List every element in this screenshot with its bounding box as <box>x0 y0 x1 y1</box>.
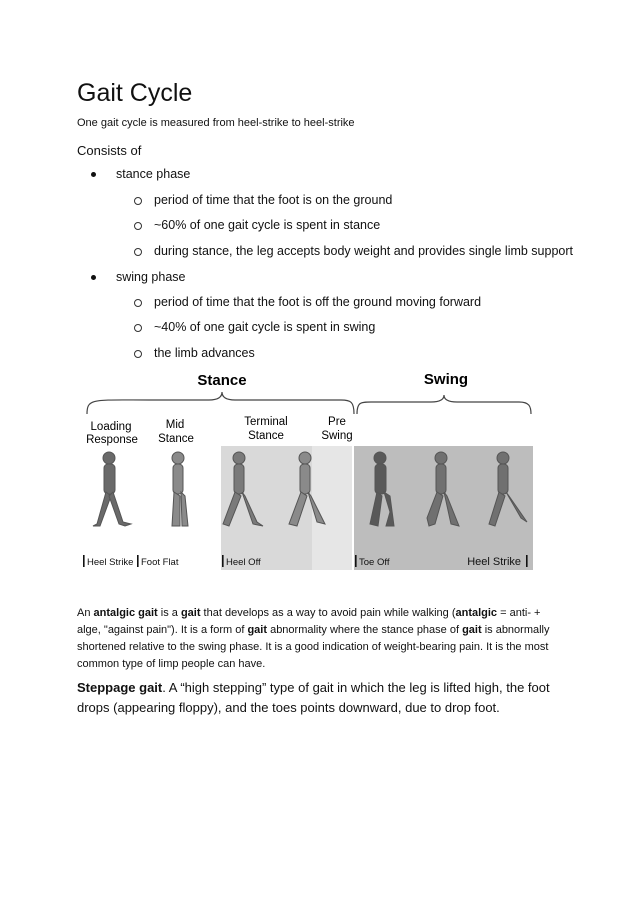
steppage-paragraph <box>77 678 567 718</box>
event-label: Heel Strike <box>467 556 521 568</box>
phase-label: Loading <box>90 421 132 433</box>
subtitle: One gait cycle is measured from heel-strike to heel-strike <box>77 117 355 129</box>
consists-heading: Consists of <box>77 143 142 158</box>
bullet-dot-icon <box>91 172 96 177</box>
sub-bullet <box>134 193 392 207</box>
event-label: Heel Off <box>226 557 261 568</box>
phase-label: Terminal <box>244 416 288 428</box>
sub-bullet-text: period of time that the foot is on the ground <box>154 193 393 207</box>
steppage-text: . A “high stepping” type of gait in which the leg is lifted high, the foot drops (appearing floppy), and the toes points downward, due to drop foot. <box>77 680 550 715</box>
event-label: Toe Off <box>359 557 390 568</box>
sub-bullet <box>134 218 380 232</box>
event-label: Foot Flat <box>141 557 179 568</box>
bullet-swing <box>91 270 186 284</box>
circle-bullet-icon <box>134 222 142 230</box>
event-label: Heel Strike <box>87 557 134 568</box>
phase-label: Swing <box>321 430 353 442</box>
sub-bullet <box>134 320 375 334</box>
sub-bullet <box>134 244 573 258</box>
sub-bullet-text: period of time that the foot is off the ground moving forward <box>154 295 482 309</box>
sub-bullet <box>134 295 481 309</box>
bullet-label: swing phase <box>116 270 186 284</box>
phase-label: Mid <box>165 419 185 431</box>
circle-bullet-icon <box>134 248 142 256</box>
phase-label: Stance <box>248 430 284 442</box>
sub-bullet-text: ~40% of one gait cycle is spent in swing <box>154 320 376 334</box>
gait-cycle-figure <box>79 368 533 570</box>
sub-bullet-text: the limb advances <box>154 346 255 360</box>
phase-label: Stance <box>158 433 194 445</box>
page-title: Gait Cycle <box>77 79 193 107</box>
figure-stance-label: Stance <box>197 372 247 389</box>
phase-label: Response <box>86 434 138 446</box>
phase-label: Pre <box>328 416 346 428</box>
antalgic-paragraph: An antalgic gait is a gait that develops as a way to avoid pain while walking (antalgic = anti- + alge, "against pain"). It is a form of gait abnormality where the stance phase of gait is abnormally shortened relative to the swing phase. It is a good indication of weight-bearing pain. It is the most common type of limp people can have. <box>77 607 550 670</box>
circle-bullet-icon <box>134 197 142 205</box>
steppage-term: Steppage gait <box>77 680 163 695</box>
bullet-stance <box>91 167 190 181</box>
circle-bullet-icon <box>134 299 142 307</box>
circle-bullet-icon <box>134 324 142 332</box>
circle-bullet-icon <box>134 350 142 358</box>
sub-bullet-text: ~60% of one gait cycle is spent in stance <box>154 218 381 232</box>
bullet-label: stance phase <box>116 167 191 181</box>
sub-bullet <box>134 346 255 360</box>
sub-bullet-text: during stance, the leg accepts body weight and provides single limb support <box>154 244 574 258</box>
bullet-dot-icon <box>91 275 96 280</box>
figure-swing-label: Swing <box>423 371 469 388</box>
